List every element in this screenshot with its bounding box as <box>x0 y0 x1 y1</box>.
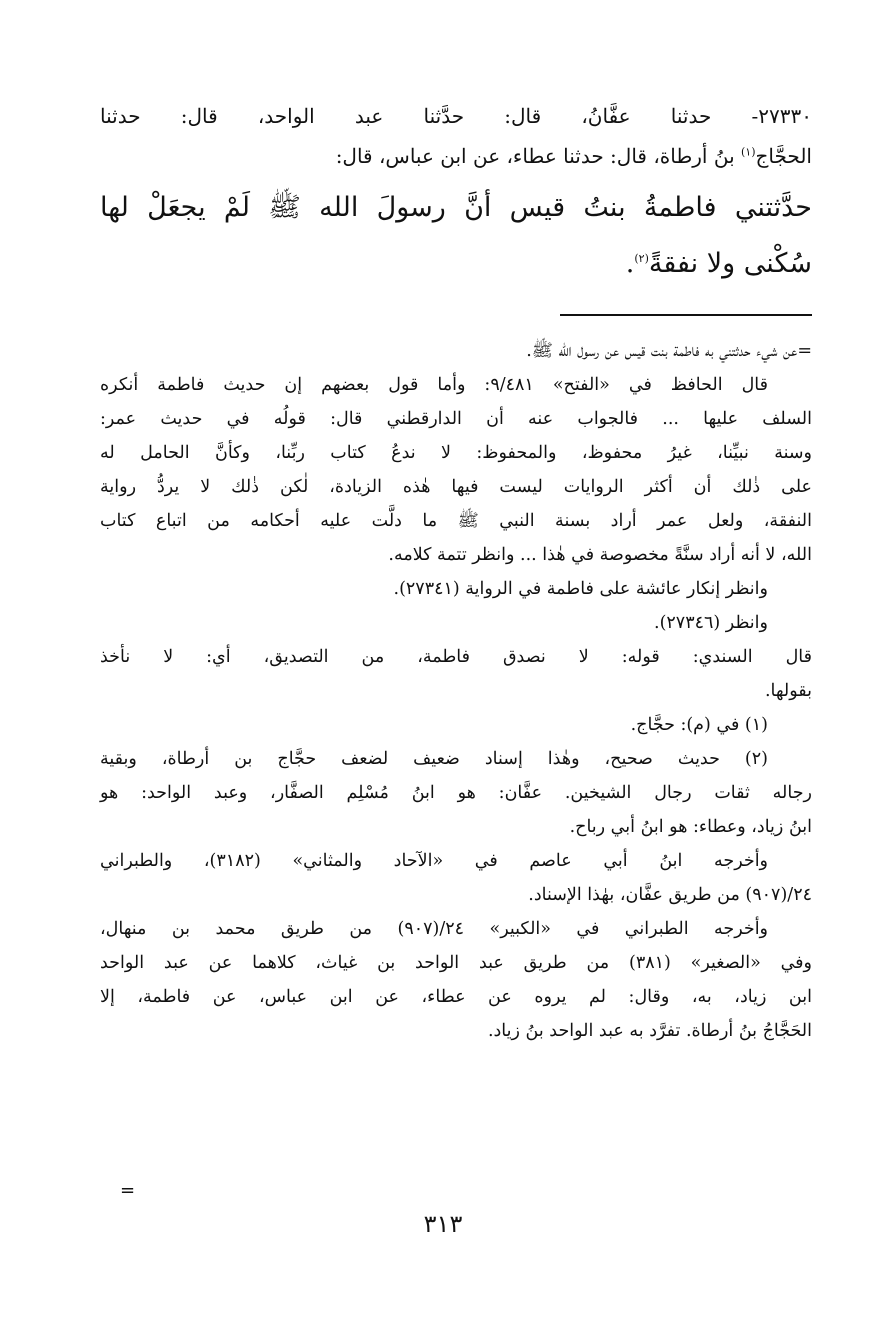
footnote-line: وأخرجه الطبراني في «الكبير» ٢٤/(٩٠٧) من طريق محمد بن منهال، <box>100 919 769 939</box>
matn-line: حدَّثتني فاطمةُ بنتُ قيس أنَّ رسولَ الله ﷺ لَمْ يجعَلْ لها <box>100 192 812 223</box>
hadith-line-text: بنُ أرطاة، قال: حدثنا عطاء، عن ابن عباس، قال: <box>335 144 735 168</box>
footnote-ref: (٢) <box>634 252 649 265</box>
footnote-line: بقولها. <box>764 681 812 701</box>
hadith-text <box>100 180 812 292</box>
footnote-line: وأخرجه ابنُ أبي عاصم في «الآحاد والمثاني» (٣١٨٢)، والطبراني <box>100 851 769 871</box>
footnote-line: =عن شيء حدثتني به فاطمة بنت قيس عن رسول الله ﷺ. <box>526 341 812 361</box>
footnote-line: ابنُ زياد، وعطاء: هو ابنُ أبي رباح. <box>569 817 812 837</box>
footnote-line: على ذٰلك أن أكثر الروايات ليست فيها هٰذه الزيادة، لٰكن ذٰلك لا يردُّ رواية <box>100 477 812 497</box>
page-number: ٣١٣ <box>423 1210 463 1238</box>
narrator-name: الحجَّاج <box>755 144 812 168</box>
footnote-line: وانظر إنكار عائشة على فاطمة في الرواية (٢٧٣٤١). <box>393 579 768 599</box>
footnote-line: وانظر (٢٧٣٤٦). <box>654 613 768 633</box>
matn-line-text: سُكْنى ولا نفقةً <box>648 248 812 279</box>
hadith-chain <box>100 96 812 176</box>
hadith-line: ٢٧٣٣٠- حدثنا عفَّانُ، قال: حدَّثنا عبد الواحد، قال: حدثنا <box>100 104 812 128</box>
footnote-line: ٢٤/(٩٠٧) من طريق عفَّان، بهٰذا الإسناد. <box>528 885 812 905</box>
footnote-line: قال السندي: قوله: لا نصدق فاطمة، من التصديق، أي: لا نأخذ <box>100 647 812 667</box>
footnote-divider <box>560 314 812 316</box>
footnote-line: السلف عليها ... فالجواب عنه أن الدارقطني قال: قولُه في حديث عمر: <box>100 409 812 429</box>
footnote-line: الحَجَّاجُ بنُ أرطاة. تفرَّد به عبد الواحد بنُ زياد. <box>487 1021 812 1041</box>
matn-line <box>100 236 812 292</box>
footnote-line: وفي «الصغير» (٣٨١) من طريق عبد الواحد بن غياث، كلاهما عن عبد الواحد <box>100 953 812 973</box>
footnote-line: النفقة، ولعل عمر أراد بسنة النبي ﷺ ما دلَّت عليه أحكامه من اتباع كتاب <box>100 511 812 531</box>
footnotes <box>100 334 812 1048</box>
footnote-line: (٢) حديث صحيح، وهٰذا إسناد ضعيف لضعف حجَّاج بن أرطاة، وبقية <box>100 749 768 769</box>
matn-end-mark: . <box>625 248 635 279</box>
hadith-line <box>100 136 812 176</box>
footnote-line: ابن زياد، به، وقال: لم يروه عن عطاء، عن ابن عباس، عن فاطمة، إلا <box>100 987 812 1007</box>
continuation-mark: = <box>120 1180 136 1201</box>
footnote-ref: (١) <box>741 145 756 159</box>
book-page <box>100 96 812 1048</box>
footnote-line: قال الحافظ في «الفتح» ٩/٤٨١: وأما قول بعضهم إن حديث فاطمة أنكره <box>100 375 769 395</box>
footnote-line: (١) في (م): حجَّاج. <box>630 715 768 735</box>
footnote-line: وسنة نبيِّنا، غيرُ محفوظ، والمحفوظ: لا ندعُ كتاب ربِّنا، وكأنَّ الحامل له <box>100 443 812 463</box>
footnote-line: الله، لا أنه أراد سنَّةً مخصوصة في هٰذا ... وانظر تتمة كلامه. <box>388 545 812 565</box>
footnote-line: رجاله ثقات رجال الشيخين. عفَّان: هو ابنُ مُسْلِم الصفَّار، وعبد الواحد: هو <box>100 783 812 803</box>
